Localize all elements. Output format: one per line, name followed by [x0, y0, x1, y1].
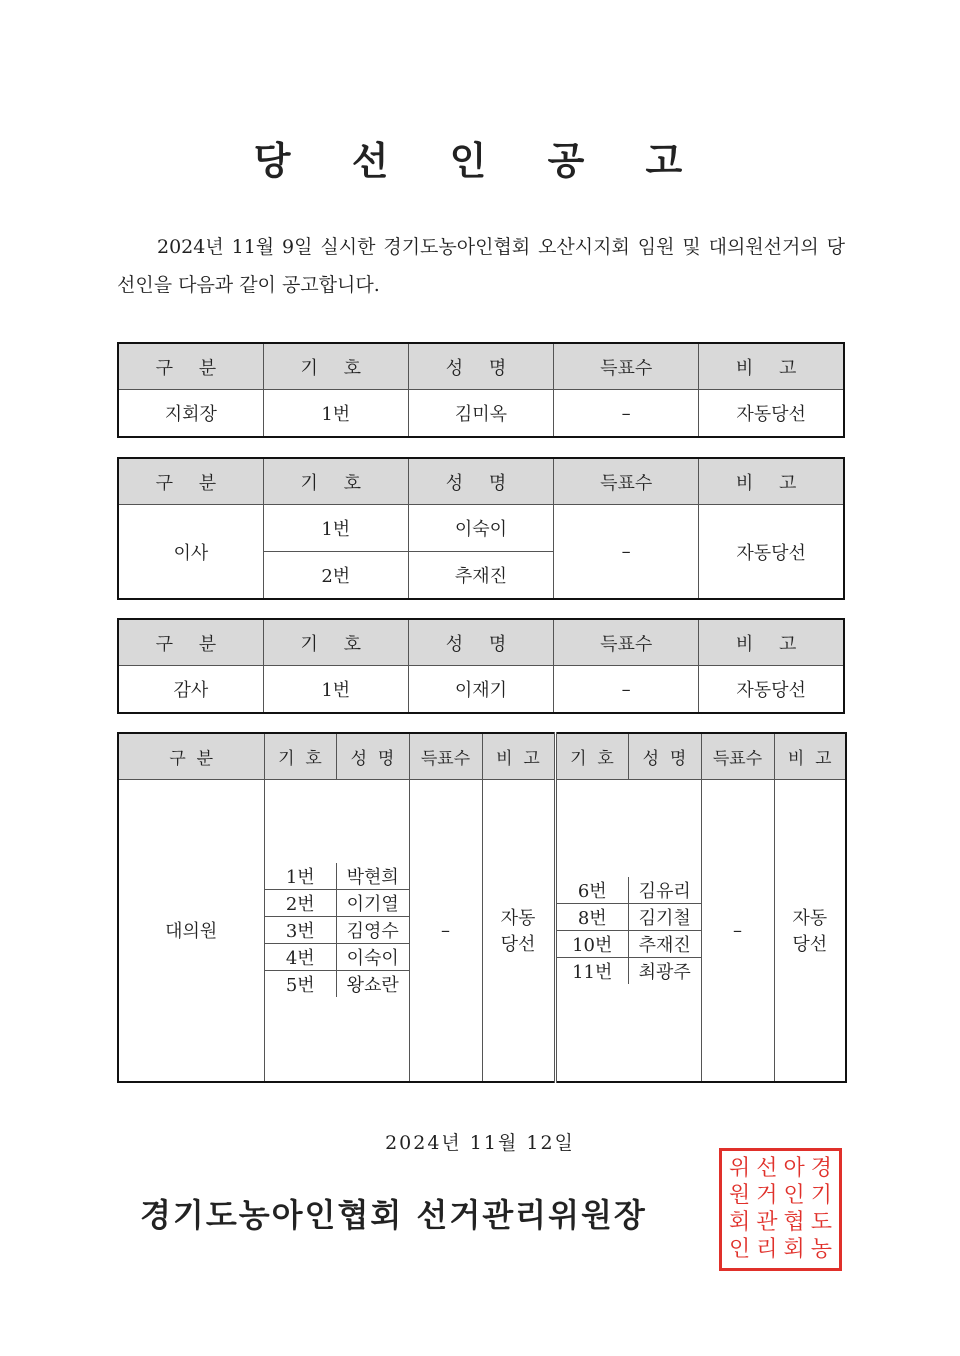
- note-line: 당선: [792, 934, 828, 956]
- name-cell: 이숙이: [408, 505, 553, 552]
- header-note: 비 고: [699, 343, 844, 390]
- category-cell: 지회장: [118, 390, 263, 438]
- official-seal: [719, 1148, 842, 1271]
- table-row: [557, 903, 701, 930]
- votes-cell: –: [409, 780, 482, 1082]
- header-name: 성 명: [408, 343, 553, 390]
- announcement-date: 2024년 11월 12일: [385, 1132, 575, 1154]
- header-votes: 득표수: [554, 458, 699, 505]
- number-cell: 1번: [263, 666, 408, 714]
- seal-glyph: 거: [756, 1182, 778, 1208]
- name-cell: 김미옥: [408, 390, 553, 438]
- table-chapter-president: [117, 342, 845, 438]
- header-category: 구 분: [118, 733, 264, 780]
- category-cell: 감사: [118, 666, 263, 714]
- right-candidates: [555, 780, 701, 1082]
- seal-glyph: 아: [783, 1155, 805, 1181]
- left-candidate-list: [265, 863, 409, 997]
- note-cell: [774, 780, 846, 1082]
- header-votes: 득표수: [554, 343, 699, 390]
- table-row: [265, 890, 409, 917]
- seal-glyph: 리: [756, 1237, 778, 1263]
- table-directors: [117, 457, 845, 600]
- table-delegates: [117, 732, 847, 1083]
- name-cell: 이기열: [337, 890, 409, 917]
- seal-glyph: 원: [728, 1182, 751, 1208]
- number-cell: 1번: [263, 505, 408, 552]
- header-number: 기 호: [263, 619, 408, 666]
- table-row: [118, 666, 844, 714]
- header-name: 성 명: [408, 458, 553, 505]
- votes-cell: –: [554, 666, 699, 714]
- intro-paragraph: 2024년 11월 9일 실시한 경기도농아인협회 오산시지회 임원 및 대의원선거의 당선인을 다음과 같이 공고합니다.: [117, 236, 845, 296]
- header-category: 구 분: [118, 458, 263, 505]
- header-votes: 득표수: [701, 733, 774, 780]
- votes-cell: –: [554, 505, 699, 600]
- table-row: [265, 863, 409, 890]
- seal-glyph: 경: [810, 1155, 832, 1181]
- table-row: [118, 390, 844, 438]
- header-votes: 득표수: [409, 733, 482, 780]
- header-note: 비 고: [774, 733, 846, 780]
- table-row: [557, 957, 701, 984]
- signature: 경기도농아인협회 선거관리위원장: [140, 1196, 647, 1234]
- note-line: 자동: [792, 908, 828, 930]
- number-cell: 4번: [265, 944, 337, 971]
- header-note: 비 고: [482, 733, 555, 780]
- table-row: [265, 971, 409, 998]
- number-cell: 2번: [265, 890, 337, 917]
- header-number: 기 호: [264, 733, 336, 780]
- number-cell: 5번: [265, 971, 337, 998]
- seal-glyph: 회: [728, 1210, 751, 1236]
- table-row: [265, 917, 409, 944]
- note-cell: 자동당선: [699, 390, 844, 438]
- seal-glyph: 인: [728, 1237, 751, 1263]
- number-cell: 3번: [265, 917, 337, 944]
- votes-cell: –: [701, 780, 774, 1082]
- category-cell: 대의원: [118, 780, 264, 1082]
- note-cell: 자동당선: [699, 666, 844, 714]
- number-cell: 2번: [263, 552, 408, 600]
- number-cell: 1번: [263, 390, 408, 438]
- votes-cell: –: [554, 390, 699, 438]
- name-cell: 이숙이: [337, 944, 409, 971]
- table-auditor: [117, 618, 845, 714]
- seal-glyph: 회: [783, 1237, 805, 1263]
- header-name: 성 명: [408, 619, 553, 666]
- name-cell: 박현희: [337, 863, 409, 890]
- note-line: 자동: [500, 908, 536, 930]
- seal-glyph: 위: [728, 1155, 751, 1181]
- number-cell: 10번: [557, 930, 629, 957]
- name-cell: 김기철: [629, 903, 701, 930]
- name-cell: 최광주: [638, 961, 691, 983]
- seal-glyph: 선: [756, 1155, 778, 1181]
- header-note: 비 고: [699, 619, 844, 666]
- name-cell: 김영수: [337, 917, 409, 944]
- number-cell: 8번: [557, 903, 629, 930]
- right-candidate-list: [557, 877, 701, 984]
- name-cell: 이재기: [408, 666, 553, 714]
- header-number: 기 호: [555, 733, 628, 780]
- page-title: 당 선 인 공 고: [253, 138, 707, 183]
- header-votes: 득표수: [554, 619, 699, 666]
- seal-glyph: 협: [783, 1210, 805, 1236]
- note-cell: 자동당선: [699, 505, 844, 600]
- header-category: 구 분: [118, 343, 263, 390]
- table-row: [557, 930, 701, 957]
- seal-glyph: 인: [783, 1182, 805, 1208]
- note-line: 당선: [500, 934, 536, 956]
- header-note: 비 고: [699, 458, 844, 505]
- seal-glyph: 도: [810, 1210, 832, 1236]
- number-cell: 1번: [265, 863, 337, 890]
- header-name: 성 명: [628, 733, 701, 780]
- category-cell: 이사: [118, 505, 263, 600]
- header-number: 기 호: [263, 343, 408, 390]
- number-cell: 6번: [557, 877, 629, 904]
- header-category: 구 분: [118, 619, 263, 666]
- table-row: [265, 944, 409, 971]
- left-candidates: [264, 780, 409, 1082]
- number-cell: 11번: [557, 957, 629, 984]
- header-number: 기 호: [263, 458, 408, 505]
- seal-glyph: 관: [756, 1210, 778, 1236]
- header-name: 성 명: [336, 733, 409, 780]
- name-cell: 추재진: [408, 552, 553, 600]
- seal-glyph: 농: [810, 1237, 832, 1263]
- name-cell: 추재진: [629, 930, 701, 957]
- table-row: [118, 505, 844, 552]
- table-row: [557, 877, 701, 904]
- note-cell: [482, 780, 555, 1082]
- seal-glyph: 기: [810, 1182, 832, 1208]
- name-cell: 김유리: [629, 877, 701, 904]
- name-cell: 왕쇼란: [346, 975, 399, 997]
